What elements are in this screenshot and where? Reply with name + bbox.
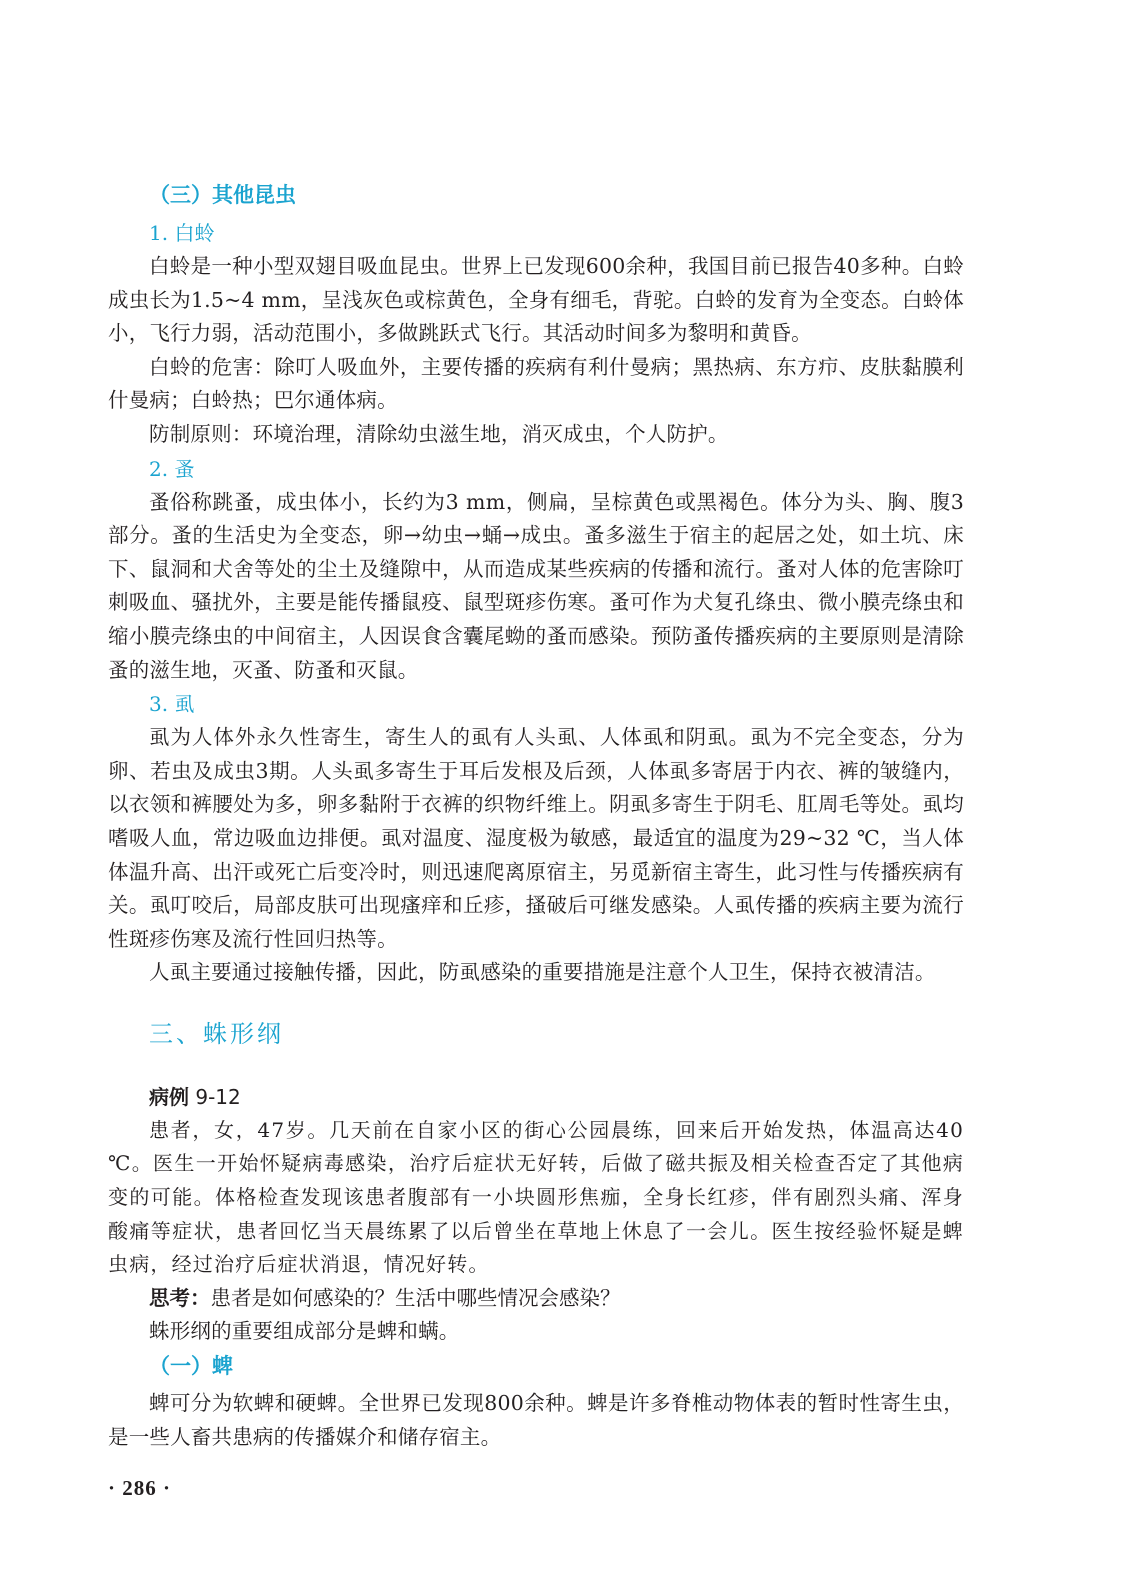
paragraph-sandfly-description: 白蛉是一种小型双翅目吸血昆虫。世界上已发现600余种，我国目前已报告40多种。白蛉成虫长为1.5~4 mm，呈浅灰色或棕黄色，全身有细毛，背驼。白蛉的发育为全变态。白蛉体小，飞行力弱，活动范围小，多做跳跃式飞行。其活动时间多为黎明和黄昏。 <box>108 254 964 346</box>
case-number: 9-12 <box>195 1084 241 1109</box>
case-label: 病例 <box>149 1084 189 1109</box>
paragraph-arachnida-intro: 蛛形纲的重要组成部分是蜱和螨。 <box>149 1319 460 1344</box>
paragraph-case-text: 患者，女，47岁。几天前在自家小区的街心公园晨练，回来后开始发热，体温高达40 ℃。医生一开始怀疑病毒感染，治疗后症状无好转，后做了磁共振及相关检查否定了其他病变的可能。体格检查发现该患者腹部有一小块圆形焦痂，全身长红疹，伴有剧烈头痛、浑身酸痛等症状，患者回忆当天晨练累了以后曾坐在草地上休息了一会儿。医生按经验怀疑是蜱虫病，经过治疗后症状消退，情况好转。 <box>108 1117 964 1277</box>
item-heading-sandfly: 1. 白蛉 <box>149 221 215 245</box>
think-label: 思考： <box>149 1285 211 1310</box>
case-title <box>149 1080 964 1114</box>
section-heading-arachnida: 三、蛛形纲 <box>149 1019 284 1048</box>
subsection-heading-tick: （一）蜱 <box>149 1354 233 1379</box>
paragraph-tick: 蜱可分为软蜱和硬蜱。全世界已发现800余种。蜱是许多脊椎动物体表的暂时性寄生虫，是一些人畜共患病的传播媒介和储存宿主。 <box>108 1391 964 1449</box>
paragraph-louse-prevention: 人虱主要通过接触传播，因此，防虱感染的重要措施是注意个人卫生，保持衣被清洁。 <box>149 960 936 985</box>
page-number: · 286 · <box>108 1476 172 1500</box>
paragraph-sandfly-harm: 白蛉的危害：除叮人吸血外，主要传播的疾病有利什曼病；黑热病、东方疖、皮肤黏膜利什曼病；白蛉热；巴尔通体病。 <box>108 354 964 413</box>
paragraph-think <box>108 1282 964 1316</box>
subsection-heading-other-insects: （三）其他昆虫 <box>149 183 296 207</box>
item-heading-flea: 2. 蚤 <box>149 456 195 481</box>
think-text: 患者是如何感染的？生活中哪些情况会感染？ <box>210 1285 621 1310</box>
paragraph-sandfly-control: 防制原则：环境治理，清除幼虫滋生地，消灭成虫，个人防护。 <box>149 421 729 446</box>
paragraph-flea: 蚤俗称跳蚤，成虫体小，长约为3 mm，侧扁，呈棕黄色或黑褐色。体分为头、胸、腹3部分。蚤的生活史为全变态，卵→幼虫→蛹→成虫。蚤多滋生于宿主的起居之处，如土坑、床下、鼠洞和犬舍等处的尘土及缝隙中，从而造成某些疾病的传播和流行。蚤对人体的危害除叮刺吸血、骚扰外，主要是能传播鼠疫、鼠型斑疹伤寒。蚤可作为犬复孔绦虫、微小膜壳绦虫和缩小膜壳绦虫的中间宿主，人因误食含囊尾蚴的蚤而感染。预防蚤传播疾病的主要原则是清除蚤的滋生地，灭蚤、防蚤和灭鼠。 <box>108 489 964 682</box>
paragraph-louse-description: 虱为人体外永久性寄生，寄生人的虱有人头虱、人体虱和阴虱。虱为不完全变态，分为卵、若虫及成虫3期。人头虱多寄生于耳后发根及后颈，人体虱多寄居于内衣、裤的皱缝内，以衣领和裤腰处为多，卵多黏附于衣裤的织物纤维上。阴虱多寄生于阴毛、肛周毛等处。虱均嗜吸人血，常边吸血边排便。虱对温度、湿度极为敏感，最适宜的温度为29~32 ℃，当人体体温升高、出汗或死亡后变冷时，则迅速爬离原宿主，另觅新宿主寄生，此习性与传播疾病有关。虱叮咬后，局部皮肤可出现瘙痒和丘疹，搔破后可继发感染。人虱传播的疾病主要为流行性斑疹伤寒及流行性回归热等。 <box>108 725 964 951</box>
item-heading-louse: 3. 虱 <box>149 692 195 717</box>
page-content <box>108 178 964 1454</box>
